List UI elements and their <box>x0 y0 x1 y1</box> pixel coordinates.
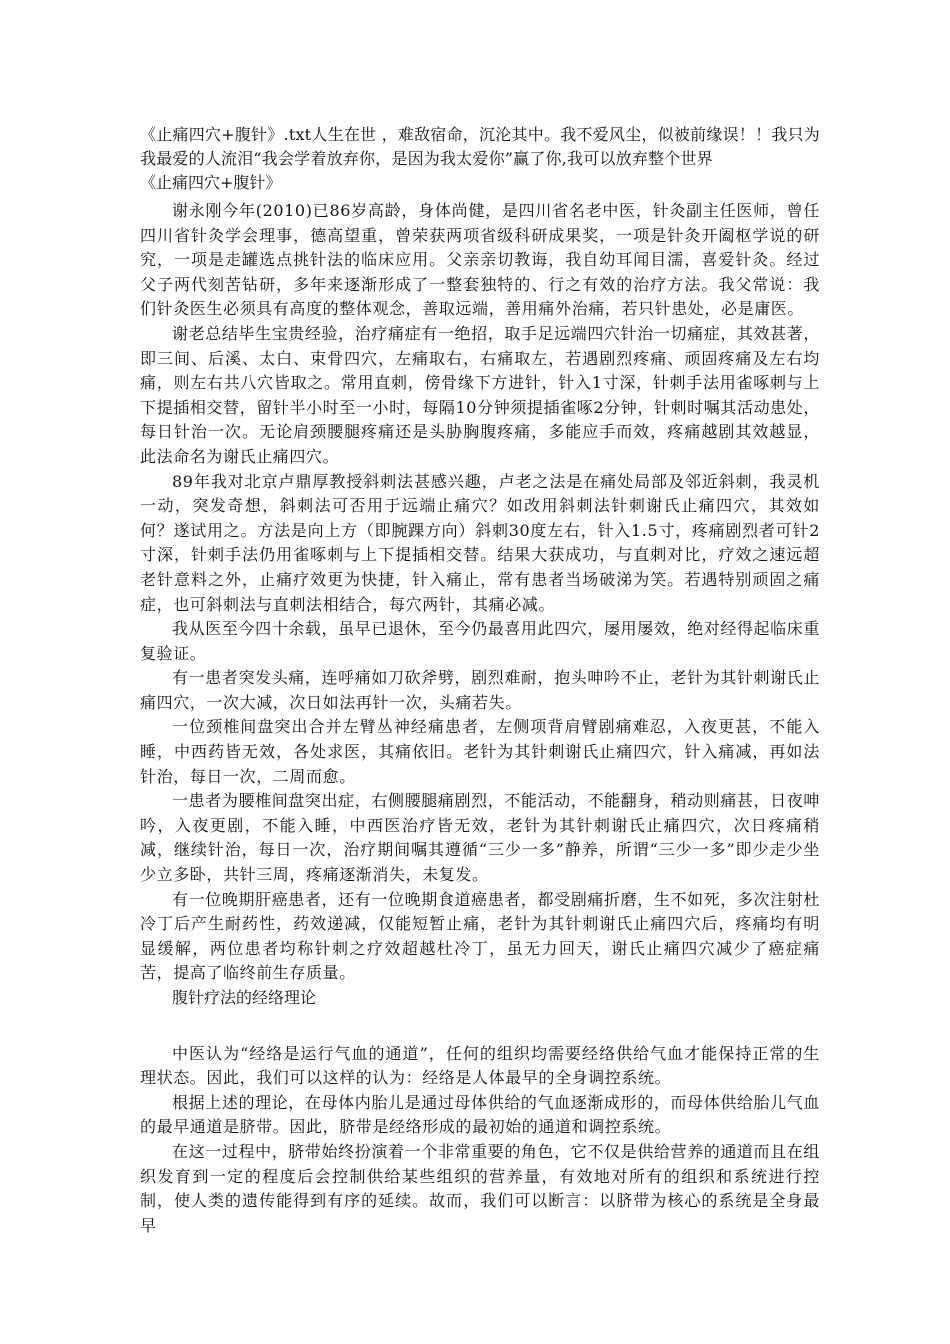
header-line: 《止痛四穴+腹针》.txt人生在世 ，难敌宿命，沉沦其中。我不爱风尘，似被前缘误！！我只为我最爱的人流泪“我会学着放弃你，是因为我太爱你”赢了你,我可以放弃整个世界 <box>140 125 820 168</box>
paragraph: 一患者为腰椎间盘突出症，右侧腰腿痛剧烈，不能活动，不能翻身，稍动则痛甚，日夜呻吟，入夜更剧，不能入睡，中西医治疗皆无效，老针为其针刺谢氏止痛四穴，次日疼痛稍减，继续针治，每日一次，治疗期间嘱其遵循“三少一多”静养，所谓“三少一多”即少走少坐少立多卧，共针三周，疼痛逐渐消失，未复发。 <box>140 791 820 885</box>
paragraph: 我从医至今四十余载，虽早已退休，至今仍最喜用此四穴，屡用屡效，绝对经得起临床重复验证。 <box>140 619 820 663</box>
section-heading: 腹针疗法的经络理论 <box>172 988 317 1007</box>
paragraph: 有一位晚期肝癌患者，还有一位晚期食道癌患者，都受剧痛折磨，生不如死，多次注射杜冷丁后产生耐药性，药效递减，仅能短暂止痛，老针为其针刺谢氏止痛四穴后，疼痛均有明显缓解，两位患者均称针刺之疗效超越杜冷丁，虽无力回天，谢氏止痛四穴减少了癌症痛苦，提高了临终前生存质量。 <box>140 889 820 983</box>
paragraph: 89年我对北京卢鼎厚教授斜刺法甚感兴趣，卢老之法是在痛处局部及邻近斜刺，我灵机一动，突发奇想，斜刺法可否用于远端止痛穴？如改用斜刺法针刺谢氏止痛四穴，其效如何？遂试用之。方法是向上方（即腕踝方向）斜刺30度左右，针入1.5寸，疼痛剧烈者可针2寸深，针刺手法仍用雀啄刺与上下提插相交替。结果大获成功，与直刺对比，疗效之速远超老针意料之外，止痛疗效更为快捷，针入痛止，常有患者当场破涕为笑。若遇特别顽固之痛症，也可斜刺法与直刺法相结合，每穴两针，其痛必减。 <box>140 471 820 614</box>
document-page <box>140 123 820 1238</box>
paragraph: 有一患者突发头痛，连呼痛如刀砍斧劈，剧烈难耐，抱头呻吟不止，老针为其针刺谢氏止痛四穴，一次大减，次日如法再针一次，头痛若失。 <box>140 668 820 712</box>
paragraph: 根据上述的理论，在母体内胎儿是通过母体供给的气血逐渐成形的，而母体供给胎儿气血的最早通道是脐带。因此，脐带是经络形成的最初始的通道和调控系统。 <box>140 1092 820 1137</box>
paragraph: 一位颈椎间盘突出合并左臂丛神经痛患者，左侧项背肩臂剧痛难忍，入夜更甚，不能入睡，中西药皆无效，各处求医，其痛依旧。老针为其针刺谢氏止痛四穴，针入痛减，再如法针治，每日一次，二周而愈。 <box>140 717 820 786</box>
document-title: 《止痛四穴+腹针》 <box>140 173 282 192</box>
paragraph: 在这一过程中，脐带始终扮演着一个非常重要的角色，它不仅是供给营养的通道而且在组织发育到一定的程度后会控制供给某些组织的营养量，有效地对所有的组织和系统进行控制，使人类的遗传能得到有序的延续。故而，我们可以断言：以脐带为核心的系统是全身最早 <box>140 1141 820 1235</box>
paragraph: 中医认为“经络是运行气血的通道”，任何的组织均需要经络供给气血才能保持正常的生理状态。因此，我们可以这样的认为：经络是人体最早的全身调控系统。 <box>140 1043 820 1088</box>
paragraph: 谢永刚今年(2010)已86岁高龄，身体尚健，是四川省名老中医，针灸副主任医师，曾任四川省针灸学会理事，德高望重，曾荣获两项省级科研成果奖，一项是针灸开阖枢学说的研究，一项是走罐选点挑针法的临床应用。父亲亲切教诲，我自幼耳闻目濡，喜爱针灸。经过父子两代刻苦钻研，多年来逐渐形成了一整套独特的、行之有效的治疗方法。我父常说：我们针灸医生必须具有高度的整体观念，善取远端，善用痛外治痛，若只针患处，必是庸医。 <box>140 201 820 319</box>
paragraph: 谢老总结毕生宝贵经验，治疗痛症有一绝招，取手足远端四穴针治一切痛症，其效甚著，即三间、后溪、太白、束骨四穴，左痛取右，右痛取左，若遇剧烈疼痛、顽固疼痛及左右均痛，则左右共八穴皆取之。常用直刺，傍骨缘下方进针，针入1寸深，针刺手法用雀啄刺与上下提插相交替，留针半小时至一小时，每隔10分钟须提插雀啄2分钟，针刺时嘱其活动患处，每日针治一次。无论肩颈腰腿疼痛还是头胁胸腹疼痛，多能应手而效，疼痛越剧其效越显，此法命名为谢氏止痛四穴。 <box>140 323 820 466</box>
